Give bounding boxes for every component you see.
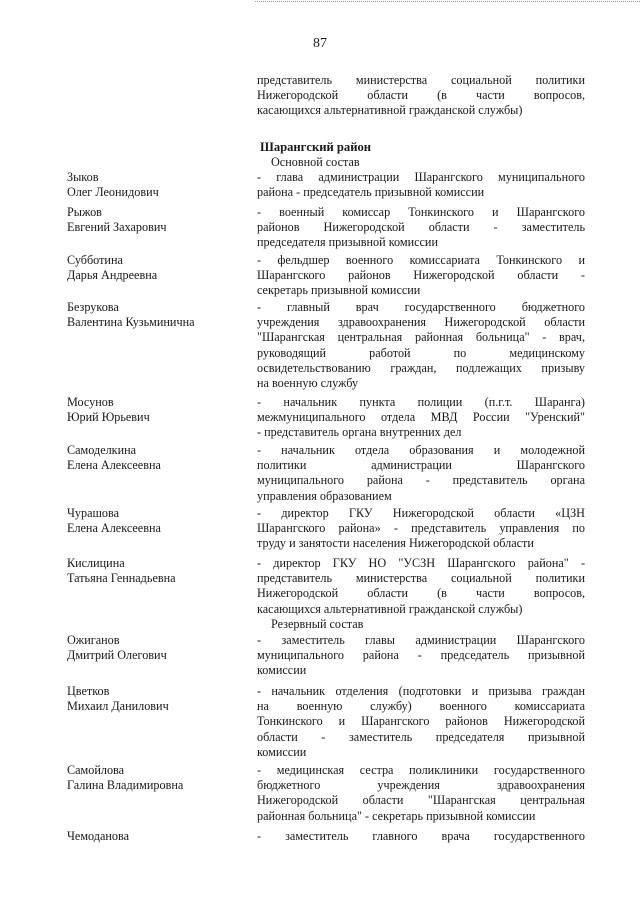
text-line: - фельдшер военного комиссариата Тонкинского и: [257, 253, 585, 267]
text-line: Тонкинского и Шарангского районов Нижегородской: [257, 714, 585, 729]
member-given-name: Елена Алексеевна: [67, 458, 161, 473]
page-number: 87: [313, 36, 327, 51]
district-title: Шарангский район: [260, 140, 372, 154]
text-line: освидетельствованию граждан, подлежащих призыву: [257, 360, 585, 375]
page-top-rule: [255, 1, 640, 2]
text-line: - директор ГКУ Нижегородской области «ЦЗН: [257, 506, 585, 520]
text-line: - медицинская сестра поликлиники государственного: [257, 763, 585, 777]
text-line: - директор ГКУ НО "УСЗН Шарангского района" -: [257, 556, 585, 570]
member-description: [257, 556, 585, 617]
member-given-name: Олег Леонидович: [67, 185, 159, 200]
member-description: [257, 395, 585, 441]
text-line: межмуниципального отдела МВД России "Уренский": [257, 410, 585, 425]
member-given-name: Татьяна Геннадьевна: [67, 571, 176, 586]
member-description: [257, 684, 585, 760]
text-line: Нижегородской области (в части вопросов,: [257, 88, 585, 103]
text-line: - заместитель главы администрации Шарангского: [257, 633, 585, 647]
member-description: [257, 300, 585, 391]
member-surname: Зыков: [67, 170, 99, 184]
text-line: Шарангского районов Нижегородской области -: [257, 268, 585, 283]
text-line: труду и занятости населения Нижегородской области: [257, 536, 534, 551]
text-line: на военную службу) военного комиссариата: [257, 699, 585, 714]
member-surname: Самойлова: [67, 763, 125, 777]
text-line: - начальник отдела образования и молодежной: [257, 443, 585, 457]
member-description: [257, 205, 585, 251]
member-description: [257, 633, 585, 679]
member-given-name: Дмитрий Олегович: [67, 648, 167, 663]
text-line: политики администрации Шарангского: [257, 458, 585, 473]
text-line: представитель министерства социальной политики: [257, 73, 585, 87]
member-surname: Ожиганов: [67, 633, 120, 647]
text-line: управления образованием: [257, 488, 392, 503]
text-line: - начальник отделения (подготовки и призыва граждан: [257, 684, 585, 698]
member-surname: Субботина: [67, 253, 123, 267]
member-surname: Кислицина: [67, 556, 125, 570]
text-line: представитель министерства социальной политики: [257, 571, 585, 586]
text-line: комиссии: [257, 744, 307, 759]
text-line: комиссии: [257, 663, 307, 678]
text-line: Шарангского района» - представитель управления по: [257, 521, 585, 536]
text-line: Нижегородской области "Шарангская центральная: [257, 793, 585, 808]
member-surname: Рыжов: [67, 205, 102, 219]
member-given-name: Дарья Андреевна: [67, 268, 158, 283]
member-given-name: Валентина Кузьминична: [67, 315, 195, 330]
text-line: руководящий работой по медицинскому: [257, 345, 585, 360]
text-line: - заместитель главного врача государственного: [257, 829, 585, 843]
member-given-name: Юрий Юрьевич: [67, 410, 150, 425]
member-description: [257, 763, 585, 824]
member-description: [257, 506, 585, 552]
text-line: - начальник пункта полиции (п.г.т. Шаранга): [257, 395, 585, 409]
text-line: учреждения здравоохранения Нижегородской области: [257, 315, 585, 330]
text-line: "Шарангская центральная районная больница" - врач,: [257, 330, 585, 345]
text-line: муниципального района - председатель призывной: [257, 648, 585, 663]
text-line: области - заместитель председателя призывной: [257, 729, 585, 744]
member-surname: Чемоданова: [67, 829, 130, 843]
member-given-name: Михаил Данилович: [67, 699, 169, 714]
text-line: Нижегородской области (в части вопросов,: [257, 586, 585, 601]
text-line: председателя призывной комиссии: [257, 235, 438, 250]
member-given-name: Галина Владимировна: [67, 778, 184, 793]
member-description: [257, 253, 585, 299]
member-description: [257, 829, 585, 844]
text-line: - представитель органа внутренних дел: [257, 425, 462, 440]
member-surname: Безрукова: [67, 300, 119, 314]
text-line: - военный комиссар Тонкинского и Шарангского: [257, 205, 585, 219]
main-composition-label: Основной состав: [271, 155, 360, 169]
text-line: района - председатель призывной комиссии: [257, 185, 485, 200]
text-line: - главный врач государственного бюджетного: [257, 300, 585, 314]
member-description: [257, 443, 585, 504]
member-description: [257, 170, 585, 200]
text-line: касающихся альтернативной гражданской службы): [257, 601, 523, 616]
member-surname: Цветков: [67, 684, 110, 698]
text-line: на военную службу: [257, 376, 359, 391]
member-given-name: Елена Алексеевна: [67, 521, 161, 536]
text-line: муниципального района - представитель органа: [257, 473, 585, 488]
reserve-composition-label: Резервный состав: [271, 617, 364, 631]
text-line: - глава администрации Шарангского муниципального: [257, 170, 585, 184]
text-line: районов Нижегородской области - заместитель: [257, 220, 585, 235]
member-given-name: Евгений Захарович: [67, 220, 167, 235]
text-line: касающихся альтернативной гражданской службы): [257, 103, 523, 118]
text-line: бюджетного учреждения здравоохранения: [257, 778, 585, 793]
continuation-text: [257, 73, 585, 119]
text-line: секретарь призывной комиссии: [257, 283, 421, 298]
text-line: районная больница" - секретарь призывной комиссии: [257, 808, 536, 823]
member-surname: Самоделкина: [67, 443, 137, 457]
member-surname: Мосунов: [67, 395, 114, 409]
member-surname: Чурашова: [67, 506, 119, 520]
